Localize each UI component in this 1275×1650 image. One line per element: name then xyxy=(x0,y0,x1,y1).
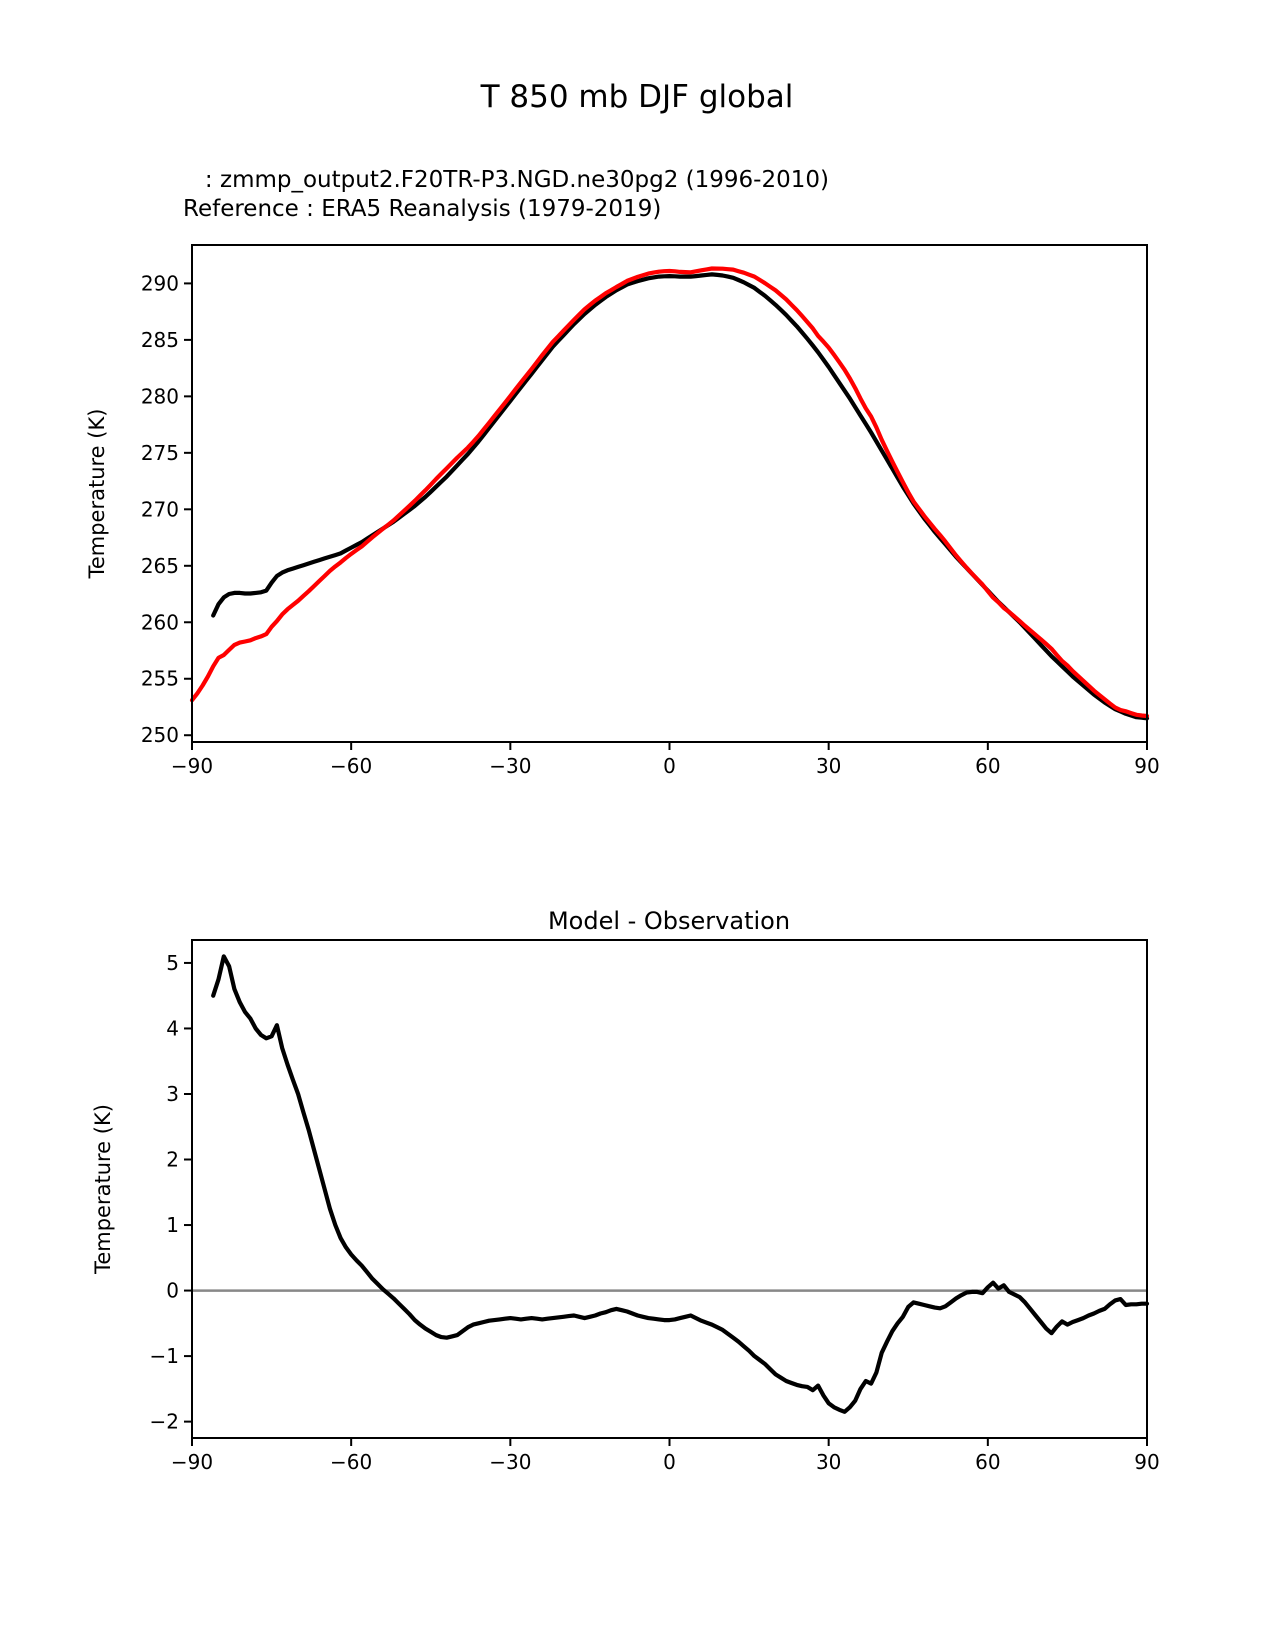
top-series-lines xyxy=(192,269,1147,719)
x-tick-label: 90 xyxy=(1134,754,1160,778)
bottom-axis-ticks xyxy=(150,951,1160,1474)
top-plot xyxy=(85,245,1160,778)
x-tick-label: 60 xyxy=(975,1450,1001,1474)
x-tick-label: 90 xyxy=(1134,1450,1160,1474)
y-tick-label: 3 xyxy=(166,1081,179,1106)
x-tick-label: 0 xyxy=(663,754,676,778)
y-tick-label: 5 xyxy=(166,950,179,975)
model-minus-observation-line xyxy=(213,956,1147,1411)
x-tick-label: −30 xyxy=(489,1450,532,1474)
reference-line xyxy=(192,269,1147,717)
x-tick-label: −60 xyxy=(330,1450,373,1474)
y-tick-label: 280 xyxy=(140,384,179,409)
y-tick-label: 275 xyxy=(140,440,179,465)
model-line xyxy=(213,274,1147,718)
figure-title: T 850 mb DJF global xyxy=(480,79,794,115)
y-tick-label: 250 xyxy=(140,723,179,748)
top-y-axis-label: Temperature (K) xyxy=(85,408,109,579)
y-tick-label: −2 xyxy=(149,1409,179,1434)
y-tick-label: −1 xyxy=(149,1344,179,1369)
x-tick-label: −30 xyxy=(489,754,532,778)
y-tick-label: 2 xyxy=(166,1147,179,1172)
bottom-plot xyxy=(91,907,1160,1474)
y-tick-label: 4 xyxy=(166,1016,179,1041)
model-subtitle: : zmmp_output2.F20TR-P3.NGD.ne30pg2 (1996-2010) xyxy=(183,167,829,193)
x-tick-label: 30 xyxy=(815,1450,842,1474)
bottom-y-axis-label: Temperature (K) xyxy=(91,1104,115,1274)
bottom-plot-title: Model - Observation xyxy=(547,907,791,935)
y-tick-label: 265 xyxy=(140,553,179,578)
x-tick-label: 0 xyxy=(663,1450,676,1474)
x-tick-label: −60 xyxy=(330,754,373,778)
y-tick-label: 0 xyxy=(166,1278,179,1303)
x-tick-label: −90 xyxy=(170,754,214,778)
y-tick-label: 285 xyxy=(140,327,179,352)
x-tick-label: 30 xyxy=(815,754,842,778)
y-tick-label: 290 xyxy=(140,271,179,296)
top-axis-ticks xyxy=(141,271,1160,778)
y-tick-label: 260 xyxy=(140,610,179,635)
x-tick-label: −90 xyxy=(170,1450,214,1474)
reference-subtitle: Reference : ERA5 Reanalysis (1979-2019) xyxy=(183,196,662,222)
x-tick-label: 60 xyxy=(975,754,1001,778)
top-axes-box xyxy=(192,245,1147,742)
y-tick-label: 1 xyxy=(166,1213,179,1238)
y-tick-label: 255 xyxy=(140,666,179,691)
bottom-series-lines xyxy=(213,956,1147,1411)
bottom-axes-box xyxy=(192,940,1147,1438)
y-tick-label: 270 xyxy=(140,497,179,522)
